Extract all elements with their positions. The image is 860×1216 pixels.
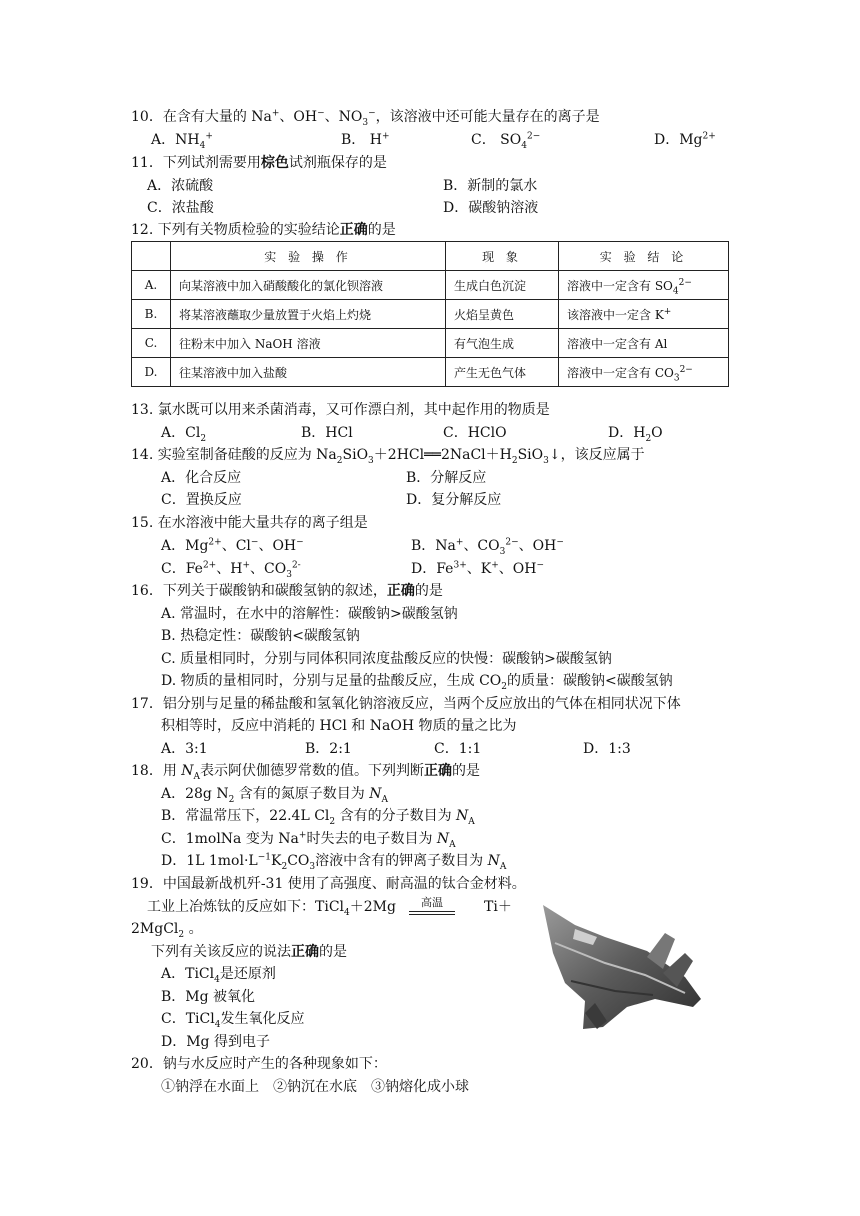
- question-13-stem: 13. 氯水既可以用来杀菌消毒，又可作漂白剂，其中起作用的物质是: [131, 402, 550, 418]
- q15-option-d: D．$Fe^{3+}$、K+、OH−: [411, 560, 544, 577]
- q17-option-a: A．3:1: [161, 741, 208, 757]
- q16-option-b: B. 热稳定性：碳酸钠<碳酸氢钠: [161, 628, 360, 644]
- q19-option-d: D．Mg 得到电子: [161, 1034, 270, 1050]
- q14-option-a: A．化合反应: [161, 470, 242, 486]
- question-14-stem: 14. 实验室制备硅酸的反应为 $Na_2SiO_3+2HCl══2NaCl+H_2SiO_3↓$，该反应属于: [131, 447, 645, 466]
- q17-option-d: D．1:3: [583, 741, 631, 757]
- q11-option-a: A．浓硫酸: [147, 178, 214, 194]
- table-header-row: [132, 242, 729, 271]
- q20-phenomena-list: ①钠浮在水面上 ②钠沉在水底 ③钠熔化成小球: [161, 1079, 469, 1095]
- q16-option-d: D. 物质的量相同时，分别与足量的盐酸反应，生成 $CO_2$的质量：碳酸钠<碳酸氢钠: [161, 673, 673, 692]
- question-19-stem: 19．中国最新战机歼-31 使用了高强度、耐高温的钛合金材料。: [131, 876, 526, 892]
- q18-option-a: A．28g $N_2$ 含有的氮原子数目为 $N_A$: [161, 786, 388, 805]
- q13-option-c: C．HClO: [443, 425, 507, 441]
- table-row: C. 往粉末中加入 NaOH 溶液 有气泡生成 溶液中一定含有 Al: [132, 329, 729, 358]
- question-18-stem: 18．用 $N_A$表示阿伏伽德罗常数的值。下列判断正确的是: [131, 763, 481, 782]
- q11-option-b: B．新制的氯水: [443, 178, 538, 194]
- table-row: B. 将某溶液蘸取少量放置于火焰上灼烧 火焰呈黄色 该溶液中一定含 K+: [132, 300, 729, 329]
- question-11-stem: 11．下列试剂需要用棕色试剂瓶保存的是: [131, 155, 387, 171]
- q15-option-b: B．Na+、$CO_3^{2-}$、OH−: [411, 537, 564, 557]
- q19-equation: 工业上冶炼钛的反应如下：TiCl$_4$＋2Mg: [147, 899, 396, 918]
- q11-option-c: C．浓盐酸: [147, 200, 214, 216]
- q19-option-a: A．TiCl$_4$是还原剂: [161, 966, 276, 985]
- q15-option-c: C．$Fe^{2+}$、H+、$CO_3^{2-}$: [161, 560, 301, 580]
- fighter-jet-image: [535, 903, 705, 1031]
- question-17-stem-1: 17．铝分别与足量的稀盐酸和氢氧化钠溶液反应，当两个反应放出的气体在相同状况下体: [131, 696, 681, 712]
- q14-option-b: B．分解反应: [406, 470, 487, 486]
- q11-option-d: D．碳酸钠溶液: [443, 200, 539, 216]
- header-phenomenon: 现 象: [446, 242, 559, 271]
- q14-option-d: D．复分解反应: [406, 492, 502, 508]
- q16-option-a: A. 常温时，在水中的溶解性：碳酸钠>碳酸氢钠: [161, 606, 458, 622]
- q18-option-d: D．1L $1mol\cdot L^{-1}K_2CO_3$溶液中含有的钾离子数目为 $N_A$: [161, 852, 507, 872]
- question-15-stem: 15. 在水溶液中能大量共存的离子组是: [131, 515, 368, 531]
- table-row: A. 向某溶液中加入硝酸酸化的氯化钡溶液 生成白色沉淀 溶液中一定含有 $SO_4^{2-}$: [132, 271, 729, 300]
- q10-option-a: A．$NH_4^+$: [151, 131, 213, 151]
- experiment-table: [131, 241, 729, 387]
- q16-option-c: C. 质量相同时，分别与同体积同浓度盐酸反应的快慢：碳酸钠>碳酸氢钠: [161, 651, 612, 667]
- q10-option-b: B． H+: [341, 131, 390, 148]
- q13-option-b: B．HCl: [301, 425, 353, 441]
- q13-option-d: D．$H_2O$: [608, 425, 663, 444]
- q10-option-c: C． $SO_4^{2-}$: [471, 131, 541, 151]
- question-16-stem: 16．下列关于碳酸钠和碳酸氢钠的叙述，正确的是: [131, 583, 443, 599]
- q17-option-b: B．2:1: [305, 741, 352, 757]
- q17-option-c: C．1:1: [434, 741, 482, 757]
- q18-option-b: B．常温常压下，22.4L $Cl_2$ 含有的分子数目为 $N_A$: [161, 808, 475, 827]
- q19-option-c: C．TiCl$_4$发生氧化反应: [161, 1011, 305, 1030]
- q13-option-a: A．$Cl_2$: [161, 425, 207, 444]
- q19-sub-stem: 下列有关该反应的说法正确的是: [151, 944, 347, 960]
- q14-option-c: C．置换反应: [161, 492, 242, 508]
- q19-option-b: B．Mg 被氧化: [161, 989, 256, 1005]
- table-row: D. 往某溶液中加入盐酸 产生无色气体 溶液中一定含有 $CO_3^{2-}$: [132, 358, 729, 387]
- q10-option-d: D．$Mg^{2+}$: [654, 131, 716, 148]
- question-20-stem: 20．钠与水反应时产生的各种现象如下：: [131, 1056, 387, 1072]
- question-17-stem-2: 积相等时，反应中消耗的 HCl 和 NaOH 物质的量之比为: [161, 718, 517, 734]
- question-12-stem: 12. 下列有关物质检验的实验结论正确的是: [131, 222, 396, 238]
- reaction-condition: 高温: [409, 896, 455, 915]
- header-conclusion: 实 验 结 论: [559, 242, 729, 271]
- header-operation: 实 验 操 作: [171, 242, 446, 271]
- q18-option-c: C．1molNa 变为 Na+时失去的电子数目为 $N_A$: [161, 830, 456, 850]
- q19-equation-product: Ti＋: [484, 899, 512, 915]
- question-10-stem: 10．在含有大量的 Na+、OH−、$NO_3^-$，该溶液中还可能大量存在的离子是: [131, 108, 600, 128]
- q19-equation-cont: 2MgCl$_2$ 。: [131, 921, 203, 940]
- q15-option-a: A．$Mg^{2+}$、Cl−、OH−: [161, 537, 304, 554]
